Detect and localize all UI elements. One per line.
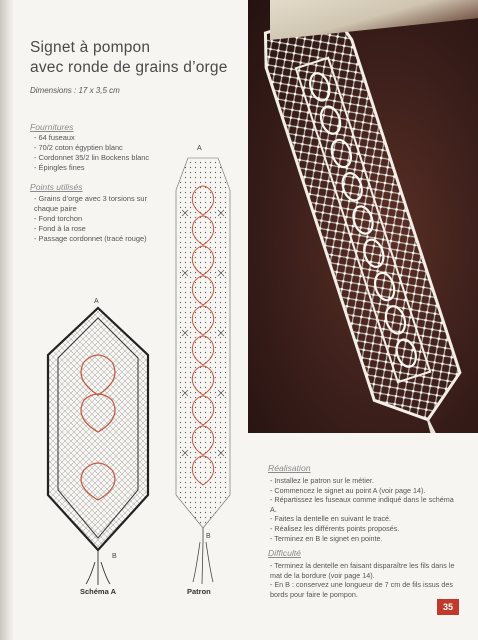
list-item: - Grains d’orge avec 3 torsions sur chaque paire	[34, 194, 154, 214]
title-line-2: avec ronde de grains d’orge	[30, 59, 228, 76]
lace-bookmark-image	[248, 0, 478, 433]
schema-a-diagram	[38, 300, 158, 585]
list-item: - 64 fuseaux	[34, 133, 149, 143]
list-item: - Épingles fines	[34, 163, 149, 173]
realisation-list	[270, 476, 460, 543]
list-item: - Installez le patron sur le métier.	[270, 476, 460, 486]
difficulte-list	[270, 561, 460, 599]
list-item: - Commencez le signet au point A (voir page 14).	[270, 486, 460, 496]
difficulte-heading: Difficulté	[268, 548, 301, 558]
fournitures-list	[34, 133, 149, 173]
list-item: - 70/2 coton égyptien blanc	[34, 143, 149, 153]
list-item: - Cordonnet 35/2 lin Bockens blanc	[34, 153, 149, 163]
page-number: 35	[437, 599, 459, 615]
fournitures-heading: Fournitures	[30, 122, 74, 132]
list-item: - Répartissez les fuseaux comme indiqué dans le schéma A.	[270, 495, 460, 514]
list-item: - Réalisez les différents points proposés.	[270, 524, 460, 534]
title-line-1: Signet à pompon	[30, 39, 151, 56]
list-item: - Faites la dentelle en suivant le tracé.	[270, 514, 460, 524]
schema-label-b: B	[112, 553, 117, 560]
list-item: - Passage cordonnet (tracé rouge)	[34, 234, 154, 244]
points-heading: Points utilisés	[30, 182, 83, 192]
bookmark-photo	[248, 0, 478, 433]
dimensions-text: Dimensions : 17 x 3,5 cm	[30, 86, 120, 95]
list-item: - En B : conservez une longueur de 7 cm de fils issus des bords pour faire le pompon.	[270, 580, 460, 599]
schema-caption: Schéma A	[80, 587, 116, 596]
patron-caption: Patron	[187, 587, 211, 596]
patron-label-b: B	[206, 533, 211, 540]
page-title	[30, 38, 250, 78]
realisation-heading: Réalisation	[268, 463, 311, 473]
list-item: - Terminez en B le signet en pointe.	[270, 534, 460, 544]
list-item: - Fond à la rose	[34, 224, 154, 234]
page-spine	[0, 0, 14, 640]
list-item: - Terminez la dentelle en faisant disparaître les fils dans le mat de la bordure (voir page 14).	[270, 561, 460, 580]
list-item: - Fond torchon	[34, 214, 154, 224]
patron-label-a: A	[197, 145, 202, 152]
patron-diagram	[158, 150, 248, 590]
points-list	[34, 194, 154, 244]
schema-label-a: A	[94, 298, 99, 305]
